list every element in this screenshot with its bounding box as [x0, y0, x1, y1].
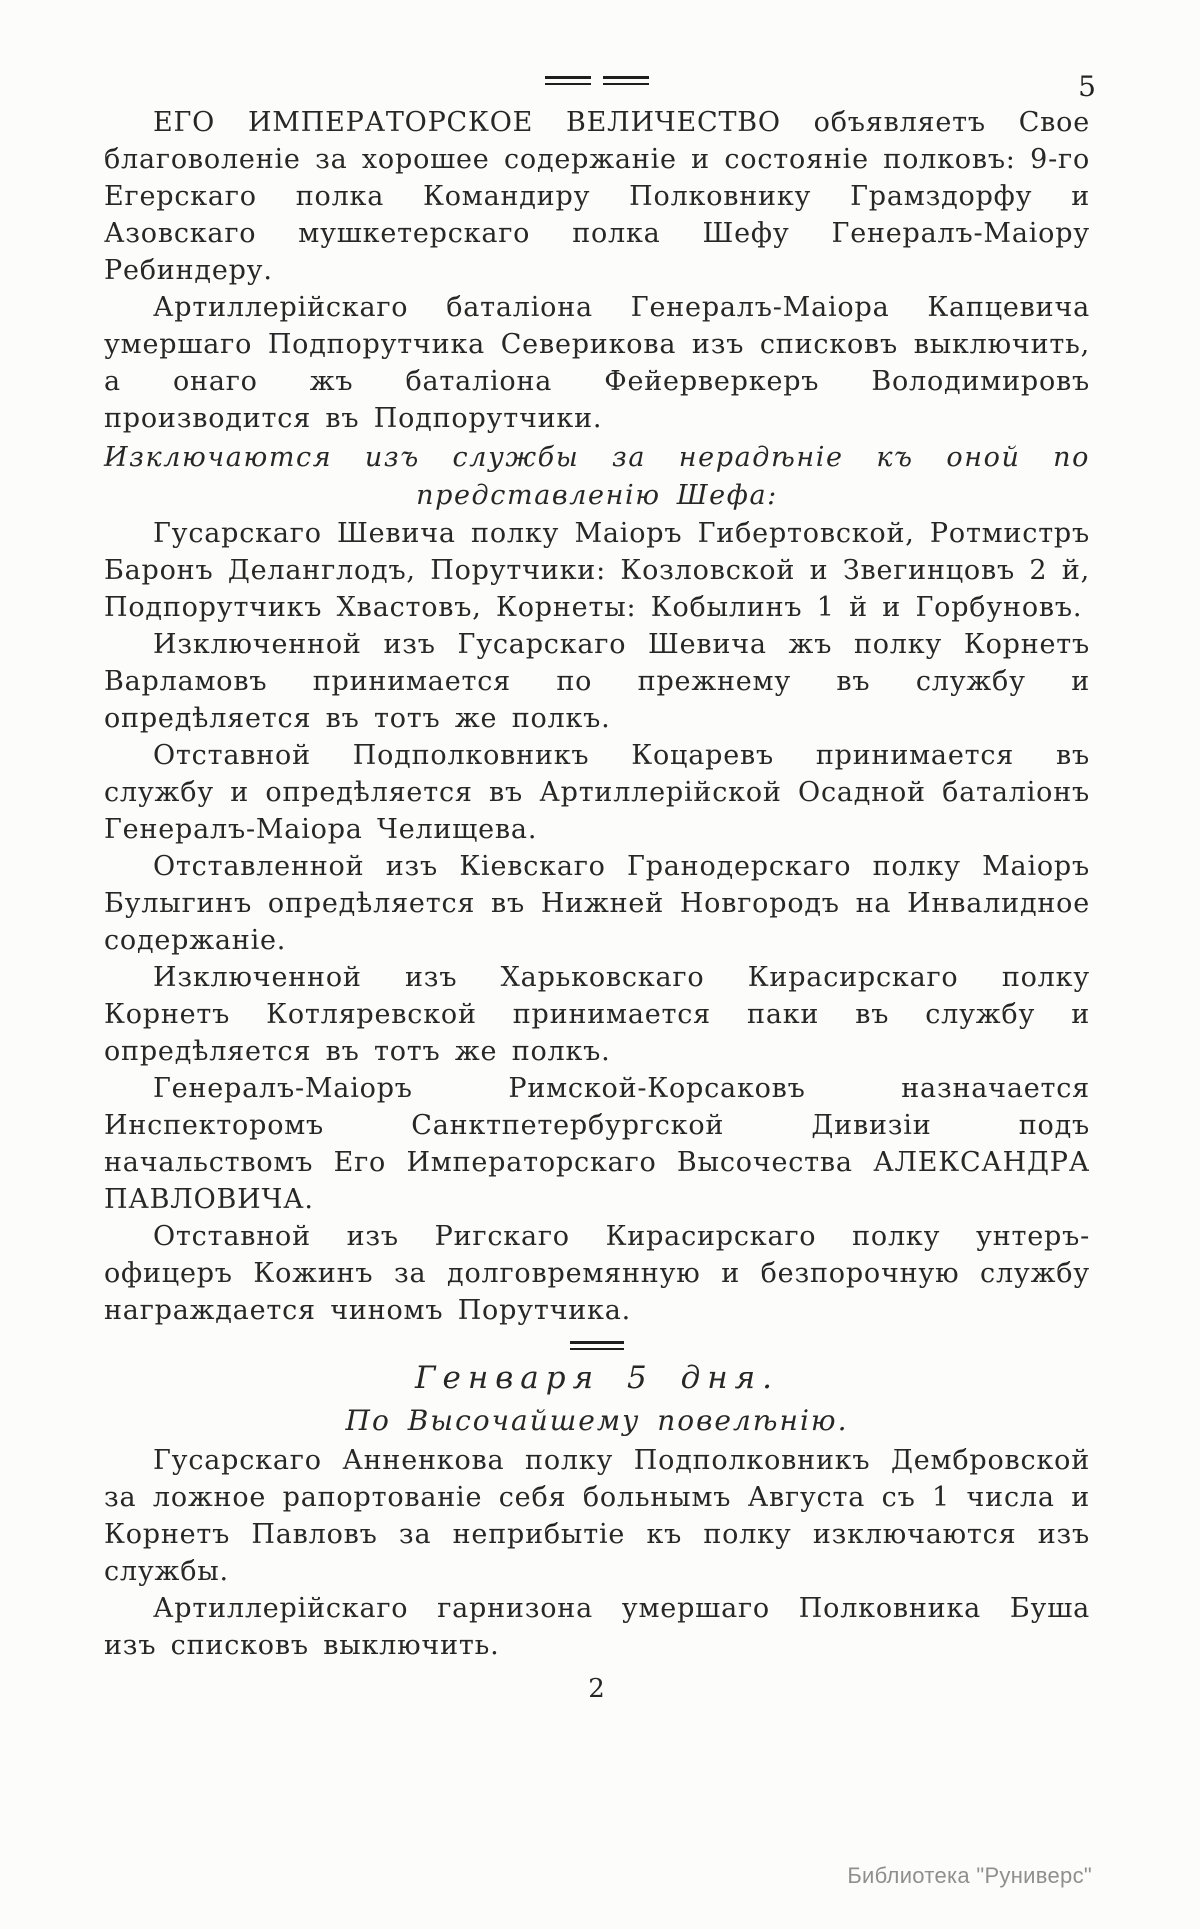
document-paragraph: Гусарскаго Анненкова полку Подполковникъ Дембровской за ложное рапортованіе себя больнымъ Августа съ 1 числа и Корнетъ Павловъ за неприбытіе къ полку изключаются изъ службы. — [104, 1445, 1090, 1587]
document-paragraph: Изключенной изъ Харьковскаго Кирасирскаго полку Корнетъ Котляревской принимается паки въ службу и опредѣляется въ тотъ же полкъ. — [104, 962, 1090, 1067]
document-paragraph: Гусарскаго Шевича полку Маіоръ Гибертовской, Ротмистръ Баронъ Деланглодъ, Порутчики: Козловской и Звегинцовъ 2 й, Подпорутчикъ Хвастовъ, Корнеты: Кобылинъ 1 й и Горбуновъ. — [104, 518, 1090, 623]
document-paragraph: Изключенной изъ Гусарскаго Шевича жъ полку Корнетъ Варламовъ принимается по прежнему въ службу и опредѣляется въ тотъ же полкъ. — [104, 629, 1090, 734]
section-heading-exclusions: Изключаются изъ службы за нерадѣніе къ оной по представленію Шефа: — [104, 442, 1090, 511]
document-paragraph: Отставной Подполковникъ Коцаревъ принимается въ службу и опредѣляется въ Артиллерійской Осадной баталіонъ Генералъ-Маіора Челищева. — [104, 740, 1090, 845]
document-paragraph: Отставленной изъ Кіевскаго Гранодерскаго полку Маіоръ Булыгинъ опредѣляется въ Нижней Новгородъ на Инвалидное содержаніе. — [104, 851, 1090, 956]
double-rule-icon — [570, 1341, 624, 1350]
date-heading: Генваря 5 дня. — [414, 1360, 780, 1396]
document-paragraph: ЕГО ИМПЕРАТОРСКОЕ ВЕЛИЧЕСТВО объявляетъ Свое благоволеніе за хорошее содержаніе и состояніе полковъ: 9-го Егерскаго полка Командиру Полковнику Грамздорфу и Азовскаго мушкетерскаго полка Шефу Генералъ-Маіору Ребиндеру. — [104, 107, 1090, 286]
signature-mark: 2 — [588, 1674, 606, 1704]
document-paragraph: Артиллерійскаго баталіона Генералъ-Маіора Капцевича умершаго Подпорутчика Северикова изъ списковъ выключить, а онаго жъ баталіона Фейерверкеръ Володимировъ производится въ Подпорутчики. — [104, 292, 1090, 434]
page-number: 5 — [1078, 70, 1096, 103]
document-paragraph: Отставной изъ Ригскаго Кирасирскаго полку унтеръ-офицеръ Кожинъ за долговремянную и безпорочную службу награждается чиномъ Порутчика. — [104, 1221, 1090, 1326]
decree-subheading: По Высочайшему повелѣнію. — [345, 1404, 849, 1437]
double-rule-icon — [603, 76, 649, 85]
document-paragraph: Артиллерійскаго гарнизона умершаго Полковника Буша изъ списковъ выключить. — [104, 1593, 1090, 1661]
double-rule-icon — [545, 76, 591, 85]
document-paragraph: Генералъ-Маіоръ Римской-Корсаковъ назначается Инспекторомъ Санктпетербургской Дивизіи подъ начальствомъ Его Императорскаго Высочества АЛЕКСАНДРА ПАВЛОВИЧА. — [104, 1073, 1090, 1215]
page-header — [104, 62, 1096, 104]
section-separator — [104, 1341, 1090, 1350]
top-ornament — [104, 62, 1090, 85]
library-watermark: Библиотека "Руниверс" — [847, 1863, 1092, 1888]
